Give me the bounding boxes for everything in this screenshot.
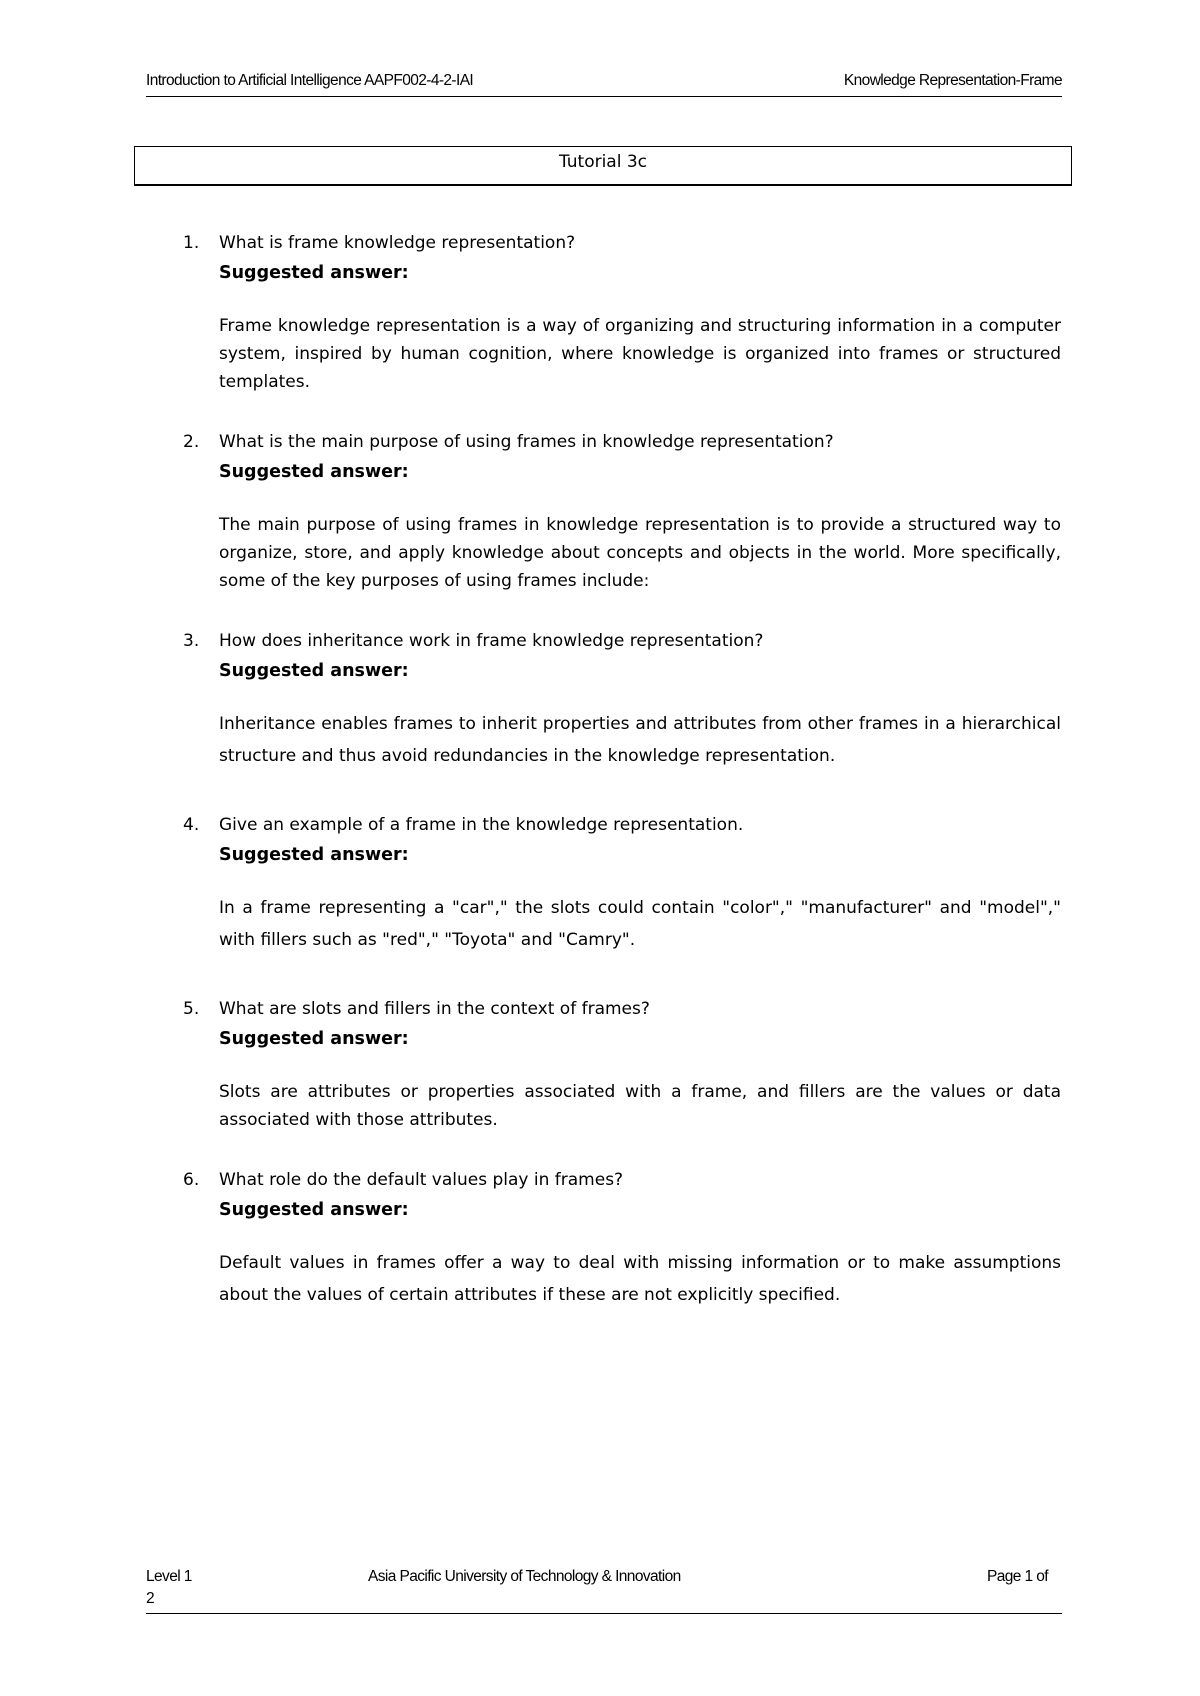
question-number: 1. (183, 233, 200, 253)
suggested-answer-label: Suggested answer: (219, 1200, 409, 1220)
question-number: 5. (183, 999, 200, 1019)
footer-page-number: Page 1 of (987, 1568, 1048, 1585)
question-item-2 (183, 429, 1061, 595)
question-item-5 (183, 996, 1061, 1134)
question-number: 3. (183, 631, 200, 651)
footer-divider (146, 1613, 1062, 1614)
question-item-1 (183, 230, 1061, 396)
suggested-answer-label: Suggested answer: (219, 661, 409, 681)
footer-institution: Asia Pacific University of Technology & Innovation (368, 1568, 681, 1585)
answer-text: In a frame representing a "car"," the slots could contain "color"," "manufacturer" and "model"," with fillers such as "red"," "Toyota" and "Camry". (219, 898, 1061, 950)
suggested-answer-label: Suggested answer: (219, 1029, 409, 1049)
question-text: What are slots and fillers in the context of frames? (219, 999, 650, 1019)
page-header (146, 72, 1062, 97)
suggested-answer-label: Suggested answer: (219, 462, 409, 482)
answer-text: Inheritance enables frames to inherit properties and attributes from other frames in a hierarchical structure and thus avoid redundancies in the knowledge representation. (219, 714, 1061, 766)
answer-text: The main purpose of using frames in knowledge representation is to provide a structured way to organize, store, and apply knowledge about concepts and objects in the world. More specifically, some of the key purposes of using frames include: (219, 515, 1061, 591)
header-course-title: Introduction to Artificial Intelligence AAPF002-4-2-IAI (146, 72, 474, 89)
question-number: 2. (183, 432, 200, 452)
question-number: 6. (183, 1170, 200, 1190)
answer-text: Default values in frames offer a way to deal with missing information or to make assumptions about the values of certain attributes if these are not explicitly specified. (219, 1253, 1061, 1305)
question-item-3 (183, 628, 1061, 772)
suggested-answer-label: Suggested answer: (219, 263, 409, 283)
footer-level: Level 1 (146, 1568, 192, 1585)
question-text: What role do the default values play in frames? (219, 1170, 624, 1190)
question-item-4 (183, 812, 1061, 956)
header-topic-title: Knowledge Representation-Frame (843, 72, 1062, 89)
tutorial-title: Tutorial 3c (558, 152, 648, 172)
answer-text: Frame knowledge representation is a way of organizing and structuring information in a computer system, inspired by human cognition, where knowledge is organized into frames or structured templates. (219, 316, 1061, 392)
question-text: Give an example of a frame in the knowledge representation. (219, 815, 744, 835)
answer-text: Slots are attributes or properties associated with a frame, and fillers are the values or data associated with those attributes. (219, 1082, 1061, 1130)
suggested-answer-label: Suggested answer: (219, 845, 409, 865)
tutorial-title-box (134, 146, 1072, 186)
question-text: How does inheritance work in frame knowledge representation? (219, 631, 764, 651)
footer-page-total: 2 (146, 1590, 155, 1607)
question-text: What is frame knowledge representation? (219, 233, 576, 253)
question-text: What is the main purpose of using frames in knowledge representation? (219, 432, 834, 452)
question-item-6 (183, 1167, 1061, 1311)
question-number: 4. (183, 815, 200, 835)
